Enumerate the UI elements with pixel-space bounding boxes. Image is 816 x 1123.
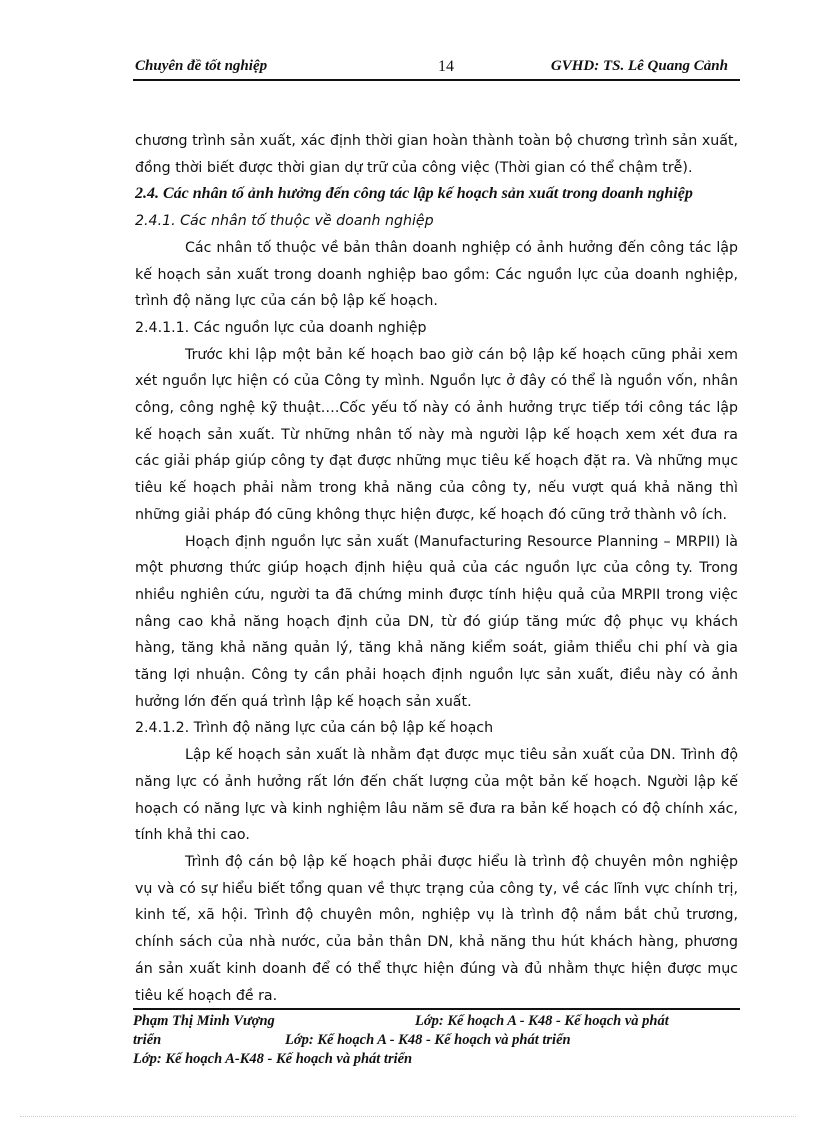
header-divider (133, 79, 740, 81)
section-heading-2-4-1-2: 2.4.1.2. Trình độ năng lực của cán bộ lập kế hoạch (135, 720, 494, 737)
paragraph: Hoạch định nguồn lực sản xuất (Manufacturing Resource Planning – MRPII) là một phương thức giúp hoạch định hiệu quả của các nguồn lực của công ty. Trong nhiều nghiên cứu, người ta đã chứng minh được tính hiệu quả của MRPII trong việc nâng cao khả năng hoạch định của DN, từ đó giúp tăng mức độ phục vụ khách hàng, tăng khả năng quản lý, tăng khả năng kiểm soát, giảm thiểu chi phí và gia tăng lợi nhuận. Công ty cần phải hoạch định nguồn lực sản xuất, điều này có ảnh hưởng lớn đến quá trình lập kế hoạch sản xuất. (135, 533, 738, 710)
section-heading-2-4: 2.4. Các nhân tố ảnh hưởng đến công tác lập kế hoạch sản xuất trong doanh nghiệp (135, 185, 693, 203)
section-heading-2-4-1: 2.4.1. Các nhân tố thuộc về doanh nghiệp (135, 213, 434, 230)
page-header (133, 56, 740, 80)
footer-class: Lớp: Kế hoạch A - K48 - Kế hoạch và phát (415, 1013, 669, 1029)
header-advisor: GVHD: TS. Lê Quang Cảnh (550, 58, 728, 74)
paragraph: Lập kế hoạch sản xuất là nhằm đạt được mục tiêu sản xuất của DN. Trình độ năng lực có ảnh hưởng rất lớn đến chất lượng của một bản kế hoạch. Người lập kế hoạch có năng lực và kinh nghiệm lâu năm sẽ đưa ra bản kế hoạch có độ chính xác, tính khả thi cao. (135, 747, 738, 844)
footer-author: Phạm Thị Minh Vượng (133, 1013, 275, 1029)
page-footer (133, 1012, 740, 1069)
paragraph: chương trình sản xuất, xác định thời gian hoàn thành toàn bộ chương trình sản xuất, đồng thời biết được thời gian dự trữ của công việc (Thời gian có thể chậm trễ). (135, 133, 738, 176)
paragraph: Trước khi lập một bản kế hoạch bao giờ cán bộ lập kế hoạch cũng phải xem xét nguồn lực hiện có của Công ty mình. Nguồn lực ở đây có thể là nguồn vốn, nhân công, công nghệ kỹ thuật….Cốc yếu tố này có ảnh hưởng trực tiếp tới công tác lập kế hoạch sản xuất. Từ những nhân tố này mà người lập kế hoạch xem xét đưa ra các giải pháp giúp công ty đạt được những mục tiêu kế hoạch đặt ra. Và những mục tiêu kế hoạch phải nằm trong khả năng của công ty, nếu vượt quá khả năng thì những giải pháp đó cũng không thực hiện được, kế hoạch đó cũng trở thành vô ích. (135, 346, 738, 523)
footer-class: Lớp: Kế hoạch A-K48 - Kế hoạch và phát triển (133, 1051, 413, 1067)
footer-class: Lớp: Kế hoạch A - K48 - Kế hoạch và phát triển (285, 1032, 571, 1048)
paragraph: Các nhân tố thuộc về bản thân doanh nghiệp có ảnh hưởng đến công tác lập kế hoạch sản xuất trong doanh nghiệp bao gồm: Các nguồn lực của doanh nghiệp, trình độ năng lực của cán bộ lập kế hoạch. (135, 239, 738, 310)
page-body (135, 128, 738, 1009)
footer-class-wrap: triển (133, 1032, 162, 1048)
paragraph: Trình độ cán bộ lập kế hoạch phải được hiểu là trình độ chuyên môn nghiệp vụ và có sự hiểu biết tổng quan về thực trạng của công ty, về các lĩnh vực chính trị, kinh tế, xã hội. Trình độ chuyên môn, nghiệp vụ là trình độ nắm bắt chủ trương, chính sách của nhà nước, của bản thân DN, khả năng thu hút khách hàng, phương án sản xuất kinh doanh để có thể thực hiện đúng và đủ nhằm thực hiện được mục tiêu kế hoạch đề ra. (135, 853, 738, 1004)
header-title: Chuyên đề tốt nghiệp (135, 58, 268, 74)
page-number: 14 (438, 58, 454, 75)
section-heading-2-4-1-1: 2.4.1.1. Các nguồn lực của doanh nghiệp (135, 319, 427, 336)
page-edge-divider (20, 1116, 796, 1117)
footer-divider (133, 1008, 740, 1010)
